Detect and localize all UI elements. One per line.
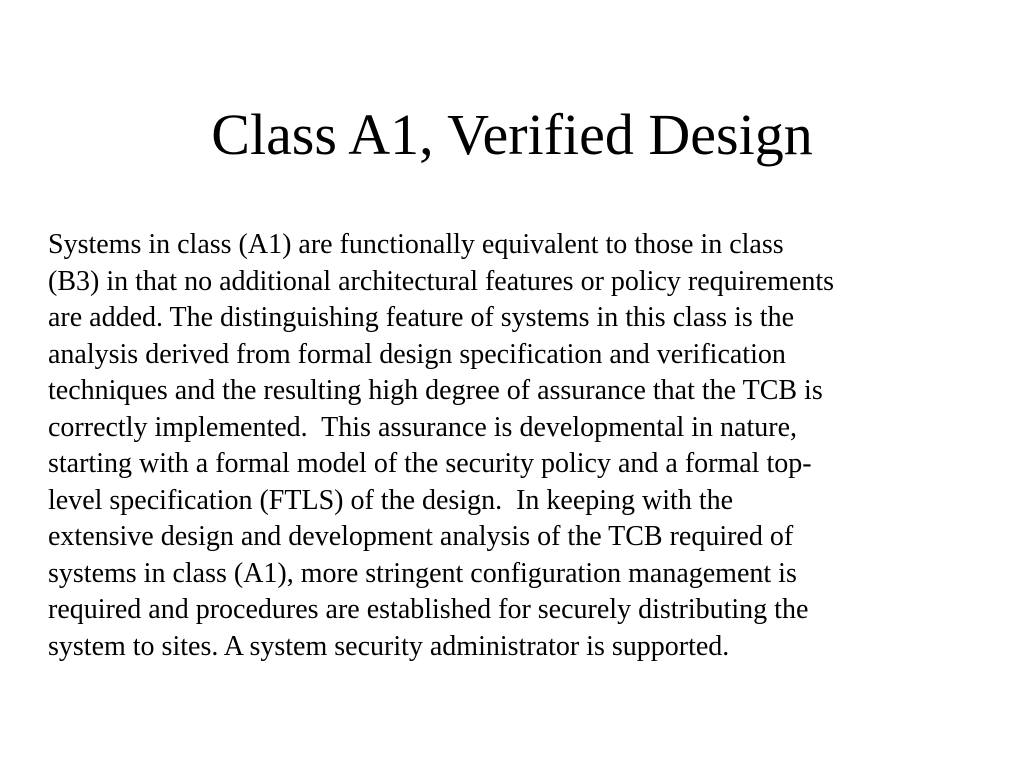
body-line: systems in class (A1), more stringent configuration management is	[48, 557, 797, 589]
body-line: level specification (FTLS) of the design. In keeping with the	[48, 484, 734, 516]
body-line: correctly implemented. This assurance is developmental in nature,	[48, 411, 798, 443]
body-line: Systems in class (A1) are functionally equivalent to those in class	[48, 229, 784, 260]
body-line: starting with a formal model of the security policy and a formal top-	[48, 448, 812, 479]
body-line: system to sites. A system security administrator is supported.	[48, 630, 730, 662]
slide-body	[48, 227, 1018, 665]
slide-title: Class A1, Verified Design	[211, 102, 813, 167]
body-line: required and procedures are established for securely distributing the	[48, 594, 809, 625]
body-line: extensive design and development analysis of the TCB required of	[48, 521, 794, 552]
body-line: (B3) in that no additional architectural features or policy requirements	[48, 265, 835, 297]
body-line: are added. The distinguishing feature of systems in this class is the	[48, 302, 795, 333]
body-line: analysis derived from formal design specification and verification	[48, 338, 786, 370]
body-line: techniques and the resulting high degree of assurance that the TCB is	[48, 375, 823, 406]
